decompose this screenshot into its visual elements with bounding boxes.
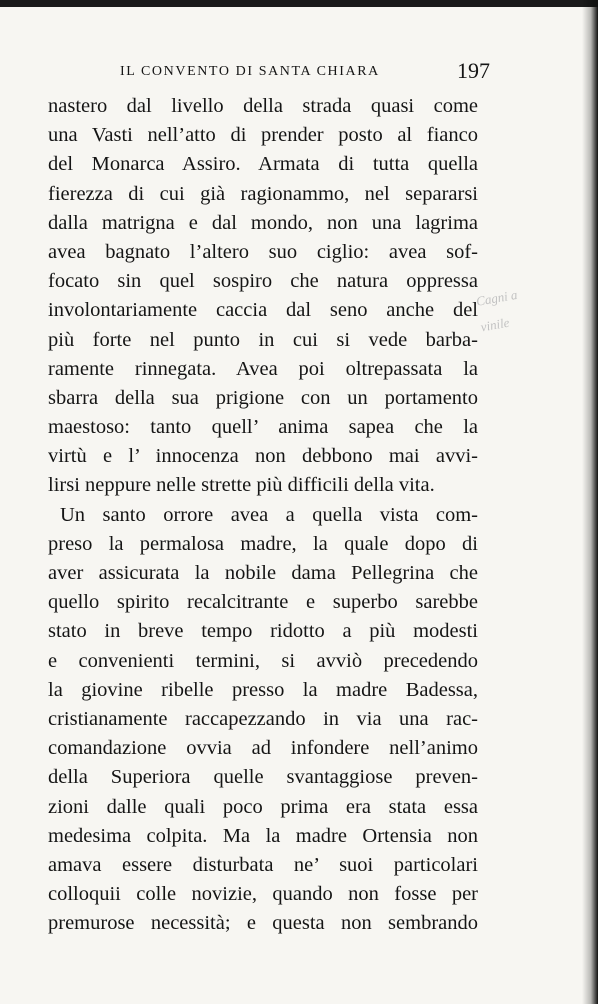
text-line: dalla matrigna e dal mondo, non una lagrima — [48, 211, 478, 234]
text-line: premurose necessità; e questa non sembrando — [48, 912, 478, 935]
text-line: comandazione ovvia ad infondere nell’animo — [48, 737, 478, 760]
text-line: nastero dal livello della strada quasi come — [48, 95, 478, 117]
text-line: focato sin quel sospiro che natura oppressa — [48, 270, 478, 293]
text-line: aver assicurata la nobile dama Pellegrina che — [48, 562, 478, 584]
text-line: zioni dalle quali poco prima era stata essa — [48, 795, 478, 818]
page-top-edge — [0, 0, 598, 7]
margin-note-line: Cagni a — [474, 286, 519, 309]
text-line: avea bagnato l’altero suo ciglio: avea sof- — [48, 240, 478, 263]
running-head: IL CONVENTO DI SANTA CHIARA — [120, 64, 380, 79]
text-line: sbarra della sua prigione con un portamento — [48, 386, 478, 409]
text-line: una Vasti nell’atto di prender posto al fianco — [48, 124, 478, 147]
text-line: amava essere disturbata ne’ suoi particolari — [48, 853, 478, 876]
text-line: la giovine ribelle presso la madre Badessa, — [48, 678, 478, 701]
text-line: colloquii colle novizie, quando non fosse per — [48, 883, 478, 906]
margin-note-line: vinile — [479, 314, 511, 335]
text-line: cristianamente raccapezzando in via una rac- — [48, 707, 478, 730]
text-line: quello spirito recalcitrante e superbo sarebbe — [48, 591, 478, 614]
text-line: della Superiora quelle svantaggiose preven- — [48, 766, 478, 789]
page-header — [110, 58, 490, 86]
text-line: medesima colpita. Ma la madre Ortensia non — [48, 824, 478, 847]
text-line: Un santo orrore avea a quella vista com- — [60, 503, 478, 526]
page-binding-shadow — [582, 0, 598, 1004]
text-line: ramente rinnegata. Avea poi oltrepassata la — [48, 357, 478, 380]
text-line: stato in breve tempo ridotto a più modesti — [48, 620, 478, 643]
text-line: e convenienti termini, si avviò precedendo — [48, 649, 478, 672]
text-line: virtù e l’ innocenza non debbono mai avvi- — [48, 445, 478, 468]
body-text — [48, 92, 478, 938]
text-line: maestoso: tanto quell’ anima sapea che la — [48, 416, 478, 439]
page-number: 197 — [457, 58, 490, 83]
text-line: preso la permalosa madre, la quale dopo di — [48, 532, 478, 555]
text-line: del Monarca Assiro. Armata di tutta quella — [48, 153, 478, 176]
text-line: più forte nel punto in cui si vede barba- — [48, 328, 478, 351]
text-line: involontariamente caccia dal seno anche del — [48, 299, 478, 322]
handwritten-margin-note — [474, 276, 560, 341]
text-line: lirsi neppure nelle strette più difficili della vita. — [48, 474, 435, 497]
text-line: fierezza di cui già ragionammo, nel separarsi — [48, 182, 478, 205]
